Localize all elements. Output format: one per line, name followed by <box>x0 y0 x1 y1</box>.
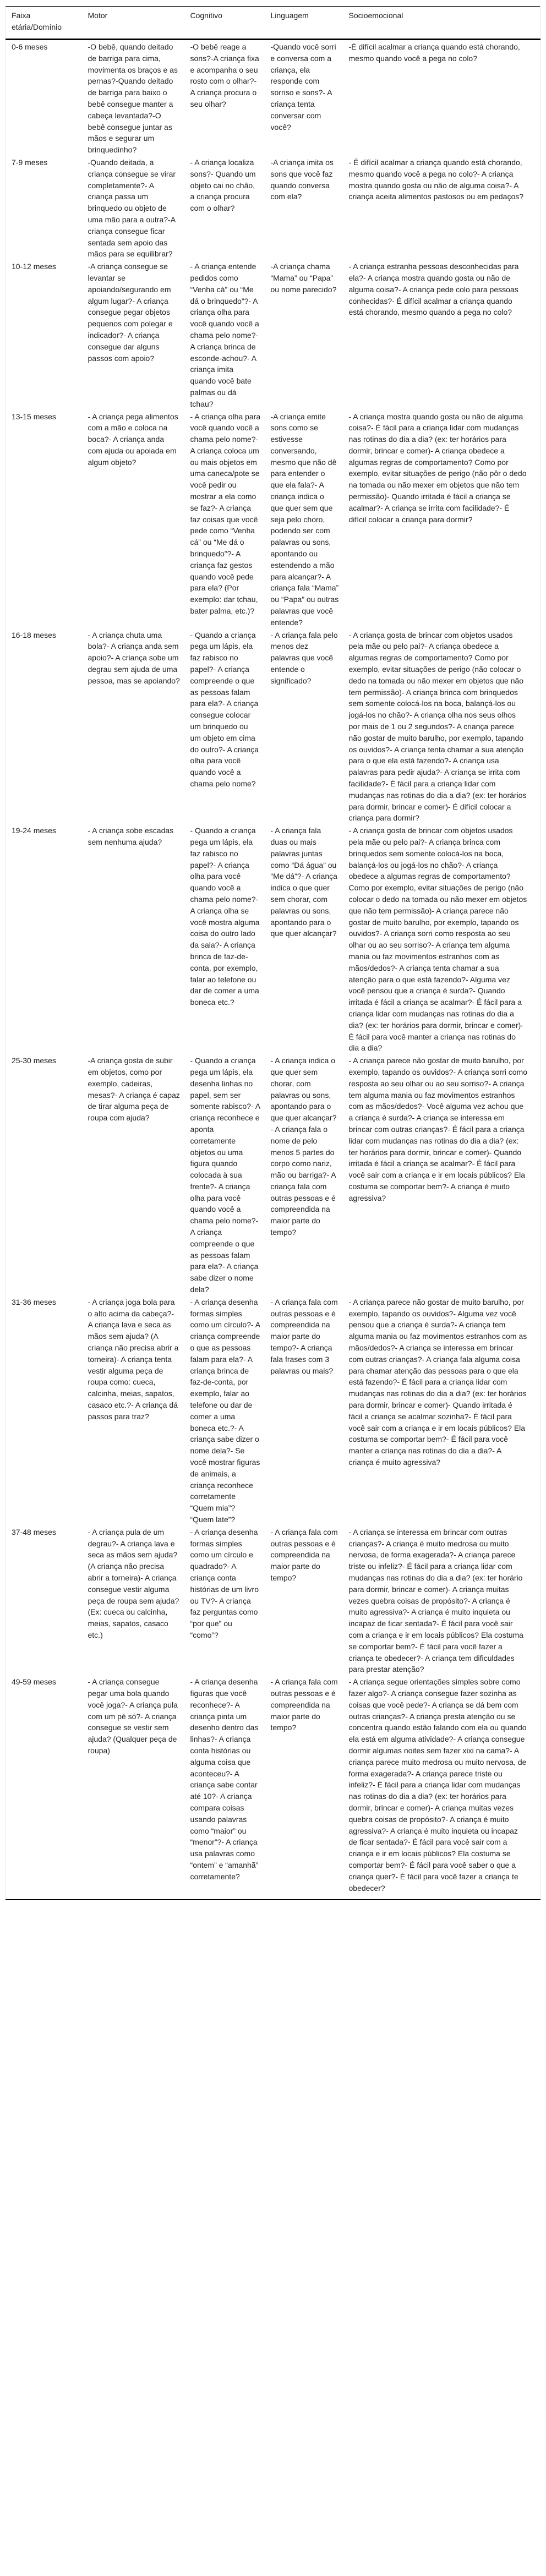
cognitive-cell: - A criança entende pedidos como “Venha cá” ou “Me dá o brinquedo”?- A criança olha para você quando você a chama pelo nome?- A criança brinca de esconde-achou?- A criança imita quando você bate palmas ou dá tchau? <box>190 262 259 408</box>
cognitive-cell: - A criança localiza sons?- Quando um objeto cai no chão, a criança procura com o olhar? <box>190 157 256 213</box>
motor-cell: - A criança pega alimentos com a mão e coloca na boca?- A criança anda com ajuda ou apoiada em algum objeto? <box>88 412 178 467</box>
table-row <box>6 628 540 824</box>
age-range-cell: 0-6 meses <box>12 42 48 51</box>
header-language: Linguagem <box>265 7 343 40</box>
language-cell: - A criança fala com outras pessoas e é compreendida na maior parte do tempo? <box>270 1527 338 1582</box>
language-cell: -A criança chama “Mama” ou “Papa” ou nome parecido? <box>270 262 337 294</box>
age-range-cell: 31-36 meses <box>12 1297 56 1306</box>
table-body <box>6 40 540 1900</box>
socioemotional-cell: - A criança gosta de brincar com objetos usados pela mãe ou pelo pai?- A criança brinca com brinquedos sem somente colocá-los na boca, balançá-los ou jogá-los no chão?- A criança obedece a algumas regras de comportamento? Como por exemplo, evitar situações de perigo (não colocar o dedo na tomada ou não mexer em objetos que não tem permissão)- A criança parece não gostar de muito barulho, por exemplo, tapando os ouvidos?- A criança sorri como resposta ao seu olhar ou ao seu sorriso?- A criança tem alguma mania ou faz movimentos estranhos com as mãos/dedos?- A criança tenta chamar a sua atenção para o que está fazendo?- Alguma vez você pensou que a criança é surda?- Quando irritada é fácil a criança se acalmar?- É fácil para a criança lidar com mudanças nas rotinas do dia a dia? (ex: ter horários para dormir, brincar e comer)- É fácil para você manter a criança nas rotinas do dia a dia? <box>348 826 527 1053</box>
language-cell: - A criança indica o que quer sem chorar, com palavras ou sons, apontando para o que quer alcançar?- A criança fala o nome de pelo menos 5 partes do corpo como nariz, mão ou barriga?- A criança fala com outras pessoas e é compreendida na maior parte do tempo? <box>270 1056 337 1237</box>
socioemotional-cell: - A criança parece não gostar de muito barulho, por exemplo, tapando os ouvidos?- A criança sorri como resposta ao seu olhar ou ao seu sorriso?- A criança tem alguma mania ou faz movimentos estranhos com as mãos/dedos?- Você alguma vez achou que a criança é surda?- A criança se interessa em brincar com outras crianças?- É fácil para a criança lidar com mudanças nas rotinas do dia a dia? (ex: ter horários para dormir, brincar e comer)- Quando irritada é fácil a criança se acalmar?- É fácil para você sair com a criança e ir em locais públicos? Ela costuma se comportar bem?- A criança é muito agressiva? <box>348 1056 528 1202</box>
table-row <box>6 1525 540 1675</box>
age-range-cell: 37-48 meses <box>12 1527 56 1536</box>
table-row <box>6 410 540 628</box>
motor-cell: - A criança chuta uma bola?- A criança anda sem apoio?- A criança sobe um degrau sem ajuda de uma pessoa, mas se apoiando? <box>88 630 180 685</box>
table-header <box>6 7 540 40</box>
age-range-cell: 7-9 meses <box>12 157 48 167</box>
motor-cell: - A criança pula de um degrau?- A criança lava e seca as mãos sem ajuda? (A criança não precisa abrir a torneira)- A criança consegue vestir alguma peça de roupa sem ajuda? (Ex: cueca ou calcinha, meias, sapatos, casaco etc.) <box>88 1527 179 1639</box>
header-socioemotional: Socioemocional <box>343 7 540 40</box>
age-range-cell: 16-18 meses <box>12 630 56 639</box>
language-cell: - A criança fala duas ou mais palavras juntas como “Dá água” ou “Me dá”?- A criança indica o que quer sem chorar, com palavras ou sons, apontando para o que quer alcançar? <box>270 826 337 938</box>
header-age-range: Faixa etária/Domínio <box>6 7 83 40</box>
table-row <box>6 156 540 260</box>
motor-cell: -Quando deitada, a criança consegue se virar completamente?- A criança passa um brinquedo ou objeto de uma mão para a outra?-A criança consegue ficar sentada sem apoio das mãos para se equilibrar? <box>88 157 176 259</box>
language-cell: -A criança imita os sons que você faz quando conversa com ela? <box>270 157 334 201</box>
table-row <box>6 824 540 1054</box>
table-row <box>6 1675 540 1900</box>
cognitive-cell: - A criança desenha formas simples como um círculo?- A criança compreende o que as pessoas falam para ela?- A criança brinca de faz-de-conta, por exemplo, falar ao telefone ou dar de comer a uma boneca etc.?- A criança sabe dizer o nome dela?- Se você mostrar figuras de animais, a criança reconhece corretamente “Quem mia”? “Quem late”? <box>190 1297 260 1524</box>
socioemotional-cell: - A criança mostra quando gosta ou não de alguma coisa?- É fácil para a criança lidar com mudanças nas rotinas do dia a dia? (ex: ter horários para dormir, brincar e comer)- A criança obedece a algumas regras de comportamento? Como por exemplo, evitar situações de perigo (não pôr o dedo na tomada ou não mexer em objetos que não tem permissão)- Quando irritada é fácil a criança se acalmar?- A criança se irrita com facilidade?- É difícil colocar a criança para dormir? <box>348 412 527 524</box>
socioemotional-cell: -É difícil acalmar a criança quando está chorando, mesmo quando você a pega no colo? <box>348 42 520 63</box>
language-cell: - A criança fala com outras pessoas e é compreendida na maior parte do tempo? <box>270 1677 338 1732</box>
socioemotional-cell: - A criança estranha pessoas desconhecidas para ela?- A criança mostra quando gosta ou não de alguma coisa?- A criança pede colo para pessoas conhecidas?- É difícil acalmar a criança quando está chorando, mesmo quando a pega no colo? <box>348 262 519 317</box>
age-range-cell: 49-59 meses <box>12 1677 56 1687</box>
header-cognitive: Cognitivo <box>185 7 265 40</box>
header-motor: Motor <box>83 7 185 40</box>
table-row <box>6 1054 540 1295</box>
age-range-cell: 10-12 meses <box>12 262 56 271</box>
language-cell: -A criança emite sons como se estivesse conversando, mesmo que não dê para entender o que ela fala?- A criança indica o que quer sem que seja pelo choro, podendo ser com palavras ou sons, apontando ou estendendo a mão para alcançar?- A criança fala “Mama” ou “Papa” ou outras palavras que você entende? <box>270 412 339 627</box>
header-row <box>6 7 540 40</box>
socioemotional-cell: - A criança segue orientações simples sobre como fazer algo?- A criança consegue fazer sozinha as coisas que você pede?- A criança se dá bem com outras crianças?- A criança presta atenção ou se concentra quando estão falando com ela ou quando ela está em alguma atividade?- A criança consegue dormir algumas noites sem fazer xixi na cama?- A criança parece muito medrosa ou muito nervosa, de forma exagerada?- A criança parece triste ou infeliz?- É fácil para a criança lidar com mudanças nas rotinas do dia a dia? (ex: ter horários para dormir, brincar e comer)- A criança muitas vezes quebra coisas de propósito?- A criança é muito agressiva?- A criança é muito inquieta ou incapaz de ficar sentada?- É fácil para você sair com a criança e ir em locais públicos? Ela costuma se comportar bem?- É fácil para você saber o que a criança quer?- É fácil para você fazer a criança te obedecer? <box>348 1677 527 1893</box>
table-row <box>6 260 540 409</box>
motor-cell: - A criança consegue pegar uma bola quando você joga?- A criança pula com um pé só?- A criança consegue se vestir sem ajuda? (Qualquer peça de roupa) <box>88 1677 178 1755</box>
motor-cell: -A criança gosta de subir em objetos, como por exemplo, cadeiras, mesas?- A criança é capaz de tirar alguma peça de roupa com ajuda? <box>88 1056 180 1123</box>
socioemotional-cell: - A criança gosta de brincar com objetos usados pela mãe ou pelo pai?- A criança obedece a algumas regras de comportamento? Como por exemplo, evitar situações de perigo (não colocar o dedo na tomada ou não mexer em objetos que não tem permissão)- A criança brinca com brinquedos sem somente colocá-los na boca, balançá-los ou jogá-los no chão?- A criança olha nos seus olhos por mais de 1 ou 2 segundos?- A criança parece não gostar de muito barulho, por exemplo, tapando os ouvidos?- A criança tenta chamar a sua atenção para o que ela está fazendo?- A criança usa palavras para pedir ajuda?- A criança se irrita com facilidade?- É fácil para a criança lidar com mudanças nas rotinas do dia a dia? (ex: ter horários para dormir, brincar e comer)- É difícil colocar a criança para dormir? <box>348 630 527 823</box>
development-domains-table <box>6 6 540 1900</box>
cognitive-cell: - A criança desenha figuras que você reconhece?- A criança pinta um desenho dentro das linhas?- A criança conta histórias ou alguma coisa que aconteceu?- A criança sabe contar até 10?- A criança compara coisas usando palavras como “maior” ou “menor”?- A criança usa palavras como “ontem” e “amanhã” corretamente? <box>190 1677 259 1881</box>
table-row <box>6 40 540 156</box>
socioemotional-cell: - A criança se interessa em brincar com outras crianças?- A criança é muito medrosa ou muito nervosa, de forma exagerada?- A criança parece triste ou infeliz?- É fácil para a criança lidar com mudanças nas rotinas do dia a dia? (ex: ter horário para dormir, brincar e comer)- A criança muitas vezes quebra coisas de propósito?- A criança é muito agressiva?- A criança é muito inquieta ou incapaz de ficar sentada?- É fácil para você sair com a criança e ir em locais públicos? Ela costuma se comportar bem?- É fácil para você fazer a criança te obedecer?- A criança tem dificuldades para prestar atenção? <box>348 1527 523 1674</box>
cognitive-cell: -O bebê reage a sons?-A criança fixa e acompanha o seu rosto com o olhar?-A criança procura o seu olhar? <box>190 42 259 108</box>
motor-cell: -O bebê, quando deitado de barriga para cima, movimenta os braços e as pernas?-Quando deitado de barriga para baixo o bebê consegue manter a cabeça levantada?-O bebê consegue juntar as mãos e segurar um brinquedinho? <box>88 42 178 155</box>
cognitive-cell: - Quando a criança pega um lápis, ela faz rabisco no papel?- A criança olha para você quando você a chama pelo nome?- A criança olha se você mostra alguma coisa do outro lado da sala?- A criança brinca de faz-de-conta, por exemplo, falar ao telefone ou dar de comer a uma boneca etc.? <box>190 826 260 1007</box>
language-cell: - A criança fala com outras pessoas e é compreendida na maior parte do tempo?- A criança fala frases com 3 palavras ou mais? <box>270 1297 338 1375</box>
socioemotional-cell: - É difícil acalmar a criança quando está chorando, mesmo quando você a pega no colo?- A criança mostra quando gosta ou não de alguma coisa?- A criança aceita alimentos pastosos ou em pedaços? <box>348 157 524 201</box>
cognitive-cell: - A criança olha para você quando você a chama pelo nome?- A criança coloca um ou mais objetos em uma caneca/pote se você pedir ou mostrar a ela como se faz?- A criança faz coisas que você pede como “Venha cá” ou “Me dá o brinquedo”?- A criança faz gestos quando você pede para ela? (Por exemplo: dar tchau, bater palma, etc.)? <box>190 412 261 616</box>
motor-cell: - A criança sobe escadas sem nenhuma ajuda? <box>88 826 174 846</box>
motor-cell: -A criança consegue se levantar se apoiando/segurando em algum lugar?- A criança consegue pegar objetos pequenos com polegar e indicador?- A criança consegue dar alguns passos com apoio? <box>88 262 173 363</box>
language-cell: -Quando você sorri e conversa com a criança, ela responde com sorriso e sons?- A criança tenta conversar com você? <box>270 42 336 132</box>
cognitive-cell: - Quando a criança pega um lápis, ela faz rabisco no papel?- A criança compreende o que as pessoas falam para ela?- A criança consegue colocar um brinquedo ou um objeto em cima do outro?- A criança olha para você quando você a chama pelo nome? <box>190 630 259 788</box>
cognitive-cell: - Quando a criança pega um lápis, ela desenha linhas no papel, sem ser somente rabisco?- A criança reconhece e aponta corretamente objetos ou uma figura quando colocada à sua frente?- A criança olha para você quando você a chama pelo nome?- A criança compreende o que as pessoas falam para ela?- A criança sabe dizer o nome dela? <box>190 1056 260 1294</box>
cognitive-cell: - A criança desenha formas simples como um círculo e quadrado?- A criança conta histórias de um livro ou TV?- A criança faz perguntas como “por que” ou “como”? <box>190 1527 259 1639</box>
age-range-cell: 19-24 meses <box>12 826 56 835</box>
motor-cell: - A criança joga bola para o alto acima da cabeça?- A criança lava e seca as mãos sem ajuda? (A criança não precisa abrir a torneira)- A criança tenta vestir alguma peça de roupa como: cueca, calcinha, meias, sapatos, casaco etc.?- A criança dá passos para traz? <box>88 1297 179 1421</box>
language-cell: - A criança fala pelo menos dez palavras que você entende o significado? <box>270 630 338 685</box>
table-row <box>6 1295 540 1525</box>
socioemotional-cell: - A criança parece não gostar de muito barulho, por exemplo, tapando os ouvidos?- Alguma vez você pensou que a criança é surda?- A criança tem alguma mania ou faz movimentos estranhos com as mãos/dedos?- A criança se interessa em brincar com outras crianças?- A criança fala alguma coisa para chamar atenção das pessoas para o que ela está fazendo?- É fácil para a criança lidar com mudanças nas rotinas do dia a dia? (ex: ter horários para dormir, brincar e comer)- Quando irritada é fácil a criança se acalmar sozinha?- É fácil para você sair com a criança e ir em locais públicos? Ela costuma se comportar bem?- É fácil para você manter a criança nas rotinas do dia a dia?- A criança é muito agressiva? <box>348 1297 527 1467</box>
age-range-cell: 25-30 meses <box>12 1056 56 1065</box>
age-range-cell: 13-15 meses <box>12 412 56 421</box>
